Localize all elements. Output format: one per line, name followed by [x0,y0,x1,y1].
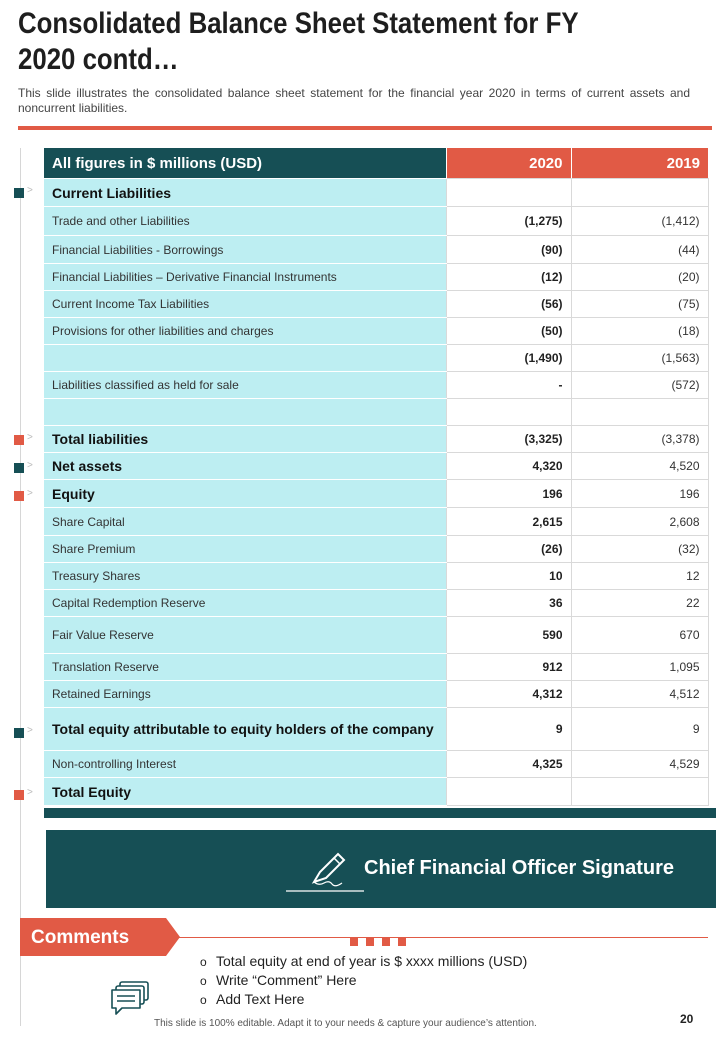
value-2019: (3,378) [571,426,708,453]
table-row [44,563,708,590]
row-label: Financial Liabilities – Derivative Financial Instruments [44,264,446,291]
table-header-row [44,148,708,179]
row-label: Total liabilities [44,426,446,453]
value-2019: 22 [571,590,708,617]
value-2019: (44) [571,236,708,264]
header-2019: 2019 [571,148,708,179]
row-label [44,399,446,426]
table-row [44,654,708,681]
value-2019: 4,529 [571,751,708,778]
header-label: All figures in $ millions (USD) [44,148,446,179]
value-2020: (50) [446,318,571,345]
table-row [44,318,708,345]
value-2020: 912 [446,654,571,681]
value-2019: 196 [571,480,708,508]
value-2019: 4,512 [571,681,708,708]
row-label: Liabilities classified as held for sale [44,372,446,399]
value-2020: 4,325 [446,751,571,778]
row-label: Translation Reserve [44,654,446,681]
table-row [44,453,708,480]
value-2020: 10 [446,563,571,590]
value-2019: 670 [571,617,708,654]
table-row [44,708,708,751]
table-row [44,426,708,453]
table-row [44,264,708,291]
row-label: Fair Value Reserve [44,617,446,654]
value-2019: (572) [571,372,708,399]
value-2019 [571,179,708,207]
comment-text: Add Text Here [216,991,305,1007]
section-marker: > [14,188,24,198]
comments-heading: Comments [31,927,130,948]
row-label [44,345,446,372]
table-row [44,291,708,318]
value-2020: 2,615 [446,508,571,536]
table-row [44,590,708,617]
table-row [44,480,708,508]
row-label: Non-controlling Interest [44,751,446,778]
table-row [44,207,708,236]
table-row [44,751,708,778]
title-underline [18,126,712,130]
table-row [44,536,708,563]
value-2020 [446,179,571,207]
value-2019: (20) [571,264,708,291]
value-2020: 590 [446,617,571,654]
value-2019: 1,095 [571,654,708,681]
value-2020: 36 [446,590,571,617]
value-2020 [446,778,571,806]
row-label: Share Capital [44,508,446,536]
page-title: Consolidated Balance Sheet Statement for FY 2020 contd… [18,7,579,76]
value-2020: (12) [446,264,571,291]
row-label: Current Liabilities [44,179,446,207]
row-label: Equity [44,480,446,508]
value-2019 [571,778,708,806]
page-subtitle: This slide illustrates the consolidated balance sheet statement for the financial year 2020 in terms of current assets and noncurrent liabilities. [18,86,690,115]
row-label: Capital Redemption Reserve [44,590,446,617]
list-item: o Write “Comment” Here [200,972,357,988]
row-label: Share Premium [44,536,446,563]
value-2020: (1,490) [446,345,571,372]
decorative-dots [350,933,414,951]
value-2019: (32) [571,536,708,563]
row-label: Current Income Tax Liabilities [44,291,446,318]
table-row [44,345,708,372]
row-label: Retained Earnings [44,681,446,708]
list-item: o Add Text Here [200,991,305,1007]
row-label: Net assets [44,453,446,480]
section-marker: > [14,491,24,501]
left-guide-line [20,148,21,1026]
table-row [44,179,708,207]
table-row [44,372,708,399]
comments-divider [176,937,708,938]
table-row [44,399,708,426]
value-2019: 9 [571,708,708,751]
comment-text: Total equity at end of year is $ xxxx millions (USD) [216,953,528,969]
signature-label: Chief Financial Officer Signature [364,857,675,879]
comments-list [200,952,527,1009]
value-2019: (75) [571,291,708,318]
value-2019: 2,608 [571,508,708,536]
table-bottom-bar [44,808,716,818]
section-marker: > [14,728,24,738]
value-2019: (1,563) [571,345,708,372]
value-2020: 9 [446,708,571,751]
section-marker: > [14,435,24,445]
value-2019: (18) [571,318,708,345]
value-2020: (26) [446,536,571,563]
value-2020: - [446,372,571,399]
signature-box [46,830,716,908]
value-2019 [571,399,708,426]
pen-signature-icon [286,850,366,894]
value-2020: (3,325) [446,426,571,453]
table-row [44,236,708,264]
row-label: Trade and other Liabilities [44,207,446,236]
value-2020: 4,312 [446,681,571,708]
table-row [44,681,708,708]
value-2020: 196 [446,480,571,508]
balance-sheet-table [44,148,709,806]
value-2020 [446,399,571,426]
table-row [44,778,708,806]
row-label: Provisions for other liabilities and charges [44,318,446,345]
value-2020: (56) [446,291,571,318]
footer-note: This slide is 100% editable. Adapt it to your needs & capture your audience’s attention. [154,1018,537,1029]
value-2020: 4,320 [446,453,571,480]
row-label: Total Equity [44,778,446,806]
chat-bubbles-icon [110,980,152,1016]
table-row [44,508,708,536]
value-2019: 4,520 [571,453,708,480]
section-marker: > [14,790,24,800]
row-label: Treasury Shares [44,563,446,590]
value-2020: (1,275) [446,207,571,236]
value-2020: (90) [446,236,571,264]
table-row [44,617,708,654]
row-label: Total equity attributable to equity holders of the company [44,708,446,751]
header-2020: 2020 [446,148,571,179]
value-2019: (1,412) [571,207,708,236]
value-2019: 12 [571,563,708,590]
page-number: 20 [680,1012,694,1026]
row-label: Financial Liabilities - Borrowings [44,236,446,264]
section-marker: > [14,463,24,473]
list-item: o Total equity at end of year is $ xxxx millions (USD) [200,953,528,969]
comment-text: Write “Comment” Here [216,972,357,988]
